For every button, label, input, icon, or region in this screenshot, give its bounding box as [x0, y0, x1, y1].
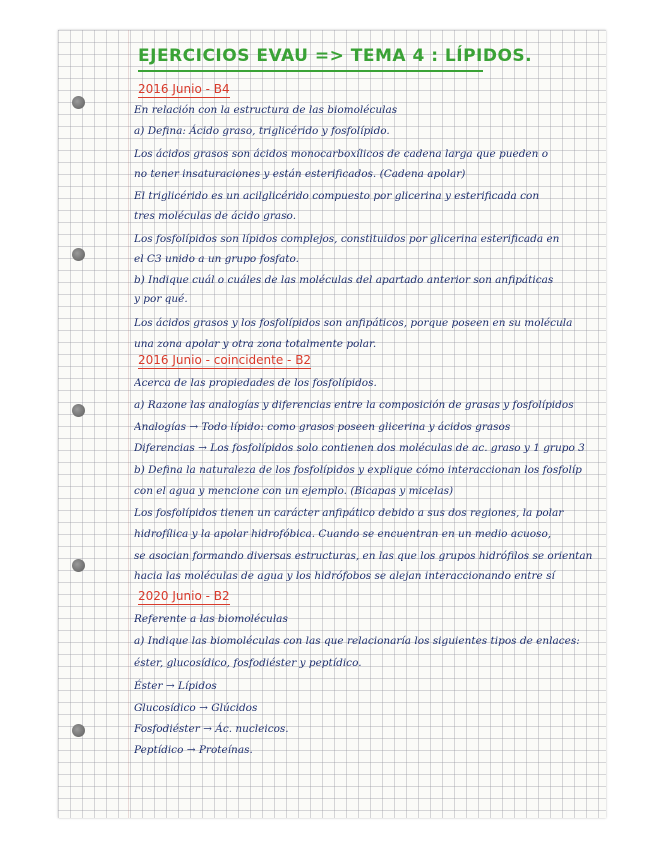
section-heading: 2016 Junio - B4 — [138, 82, 230, 96]
text-line: Diferencias → Los fosfolípidos solo contienen dos moléculas de ac. graso y 1 grupo 3 — [134, 442, 585, 454]
text-line: éster, glucosídico, fosfodiéster y peptídico. — [134, 657, 362, 669]
text-line: Los fosfolípidos son lípidos complejos, constituidos por glicerina esterificada en — [134, 233, 560, 245]
binder-hole — [72, 724, 85, 737]
text-line: una zona apolar y otra zona totalmente polar. — [134, 338, 377, 350]
text-line: b) Defina la naturaleza de los fosfolípidos y explique cómo interaccionan los fosfolíp — [134, 464, 582, 476]
text-line: Fosfodiéster → Ác. nucleicos. — [134, 723, 289, 735]
binder-hole — [72, 96, 85, 109]
text-line: b) Indique cuál o cuáles de las moléculas del apartado anterior son anfipáticas — [134, 274, 554, 286]
page-margin-line — [128, 30, 129, 818]
text-line: el C3 unido a un grupo fosfato. — [134, 253, 300, 265]
text-line: se asocian formando diversas estructuras, en las que los grupos hidrófilos se orientan — [134, 550, 593, 562]
text-line: Acerca de las propiedades de los fosfolípidos. — [134, 377, 377, 389]
title-topic: TEMA 4 : LÍPIDOS. — [350, 46, 533, 66]
text-line: tres moléculas de ácido graso. — [134, 210, 297, 222]
text-line: con el agua y mencione con un ejemplo. (Bicapas y micelas) — [134, 485, 454, 497]
text-line: El triglicérido es un acilglicérido compuesto por glicerina y esterificada con — [134, 190, 540, 202]
section-heading: 2020 Junio - B2 — [138, 589, 230, 603]
text-line: Referente a las biomoléculas — [134, 613, 288, 625]
section-heading: 2016 Junio - coincidente - B2 — [138, 353, 312, 367]
text-line: Analogías → Todo lípido: como grasos poseen glicerina y ácidos grasos — [134, 421, 511, 433]
text-line: Peptídico → Proteínas. — [134, 744, 253, 756]
title-main: EJERCICIOS EVAU — [138, 46, 309, 66]
text-line: hacia las moléculas de agua y los hidrófobos se alejan interaccionando entre sí — [134, 570, 555, 582]
title-arrow: => — [314, 46, 345, 66]
text-line: no tener insaturaciones y están esterificados. (Cadena apolar) — [134, 168, 466, 180]
title-underline — [138, 70, 483, 72]
text-line: Los ácidos grasos y los fosfolípidos son anfipáticos, porque poseen en su molécula — [134, 317, 573, 329]
text-line: Los fosfolípidos tienen un carácter anfipático debido a sus dos regiones, la polar — [134, 507, 564, 519]
binder-hole — [72, 248, 85, 261]
text-line: a) Defina: Ácido graso, triglicérido y fosfolípido. — [134, 125, 390, 137]
text-line: a) Indique las biomoléculas con las que relacionaría los siguientes tipos de enlaces: — [134, 635, 580, 647]
text-line: Éster → Lípidos — [134, 680, 217, 692]
binder-hole — [72, 559, 85, 572]
text-line: a) Razone las analogías y diferencias entre la composición de grasas y fosfolípidos — [134, 399, 574, 411]
text-line: En relación con la estructura de las biomoléculas — [134, 104, 398, 116]
text-line: y por qué. — [134, 293, 188, 305]
text-line: Glucosídico → Glúcidos — [134, 702, 258, 714]
text-line: hidrofílica y la apolar hidrofóbica. Cuando se encuentran en un medio acuoso, — [134, 528, 552, 540]
binder-hole — [72, 404, 85, 417]
page-title — [138, 46, 532, 66]
text-line: Los ácidos grasos son ácidos monocarboxílicos de cadena larga que pueden o — [134, 148, 549, 160]
